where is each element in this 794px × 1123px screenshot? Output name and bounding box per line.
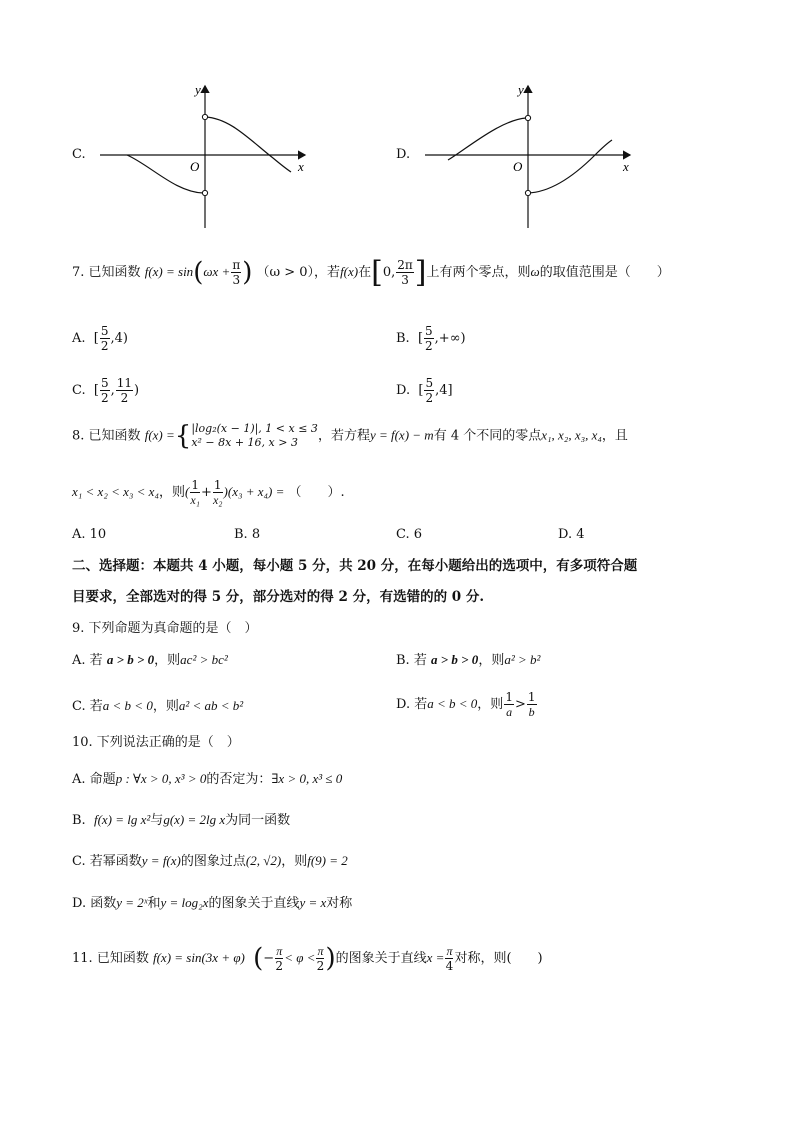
q10-option-a[interactable]: A. 命题p : ∀x > 0, x³ > 0的否定为：∃x > 0, x³ ≤ 0 xyxy=(72,771,343,787)
graph-d xyxy=(420,80,640,230)
q9-option-b[interactable]: B. 若 a > b > 0，则a² > b² xyxy=(396,652,541,668)
axis-y-label: y xyxy=(518,82,524,97)
open-point-top xyxy=(202,114,207,119)
q10-option-d[interactable]: D. 函数y = 2ˣ和y = log₂x的图象关于直线y = x对称 xyxy=(72,895,353,911)
q8-option-d[interactable]: D. 4 xyxy=(558,527,585,542)
option-c-label: C. xyxy=(72,147,86,162)
q7-option-d[interactable]: D. [ $\frac{5}{2}$ ,4] xyxy=(396,376,453,405)
curve-right xyxy=(205,117,291,172)
q10-stem: 10. 下列说法正确的是（ ） xyxy=(72,735,240,750)
q9-option-c[interactable]: C. 若a < b < 0，则a² < ab < b² xyxy=(72,698,244,714)
q9-option-d[interactable]: D. 若a < b < 0，则 $\frac{1}{a}$ > $\frac{1}{b}$ xyxy=(396,690,536,719)
q7-stem: 7. 已知函数 f(x) = sin(ωx + $\frac{\pi}{3}$ ) （ω > 0），若f(x)在[0, $\frac{2\pi}{3}$ ]上有两个零点，则ω的取值范围是（ ） xyxy=(72,254,670,290)
q10-option-c[interactable]: C. 若幂函数y = f(x)的图象过点(2, √2)，则f(9) = 2 xyxy=(72,853,348,869)
open-point-bottom xyxy=(525,190,530,195)
q7-option-b[interactable]: B. [ $\frac{5}{2}$ ,+∞) xyxy=(396,324,466,353)
origin-label: O xyxy=(513,159,523,174)
axis-x-label: x xyxy=(298,159,304,174)
q9-option-a[interactable]: A. 若 a > b > 0，则ac² > bc² xyxy=(72,652,228,668)
q9-stem: 9. 下列命题为真命题的是（ ） xyxy=(72,621,258,636)
open-point-bottom xyxy=(202,190,207,195)
section-2-heading-line2: 目要求，全部选对的得 5 分，部分选对的得 2 分，有选错的的 0 分. xyxy=(72,589,485,605)
axis-y-label: y xyxy=(195,82,201,97)
q8-stem-line1: 8. 已知函数 f(x) ={ |log₂(x − 1)|, 1 < x ≤ 3 x² − 8x + 16, x > 3 ，若方程y = f(x) − m有 4 个不同的零点x₁, x₂, x₃, x₄，且 xyxy=(72,421,628,451)
open-point-top xyxy=(525,115,530,120)
q8-stem-line2: x₁ < x₂ < x₃ < x₄，则( $\frac{1}{\text{x₁}}$ + $\frac{1}{\text{x₂}}$ )(x₃ + x₄) = （ ）. xyxy=(72,478,345,507)
q7-option-c[interactable]: C. [ $\frac{5}{2}$ , $\frac{11}{2}$ ) xyxy=(72,376,140,405)
origin-label: O xyxy=(190,159,200,174)
q8-option-a[interactable]: A. 10 xyxy=(72,527,107,542)
curve-right xyxy=(528,140,612,193)
curve-left xyxy=(448,118,526,160)
q7-option-a[interactable]: A. [ $\frac{5}{2}$ ,4) xyxy=(72,324,128,353)
q10-option-b[interactable]: B. f(x) = lg x²与g(x) = 2lg x为同一函数 xyxy=(72,812,291,828)
q8-option-c[interactable]: C. 6 xyxy=(396,527,423,542)
section-2-heading-line1: 二、选择题：本题共 4 小题，每小题 5 分，共 20 分，在每小题给出的选项中，有多项符合题 xyxy=(72,558,638,574)
option-d-label: D. xyxy=(396,147,411,162)
q8-option-b[interactable]: B. 8 xyxy=(234,527,261,542)
graph-c xyxy=(95,80,315,230)
q11-stem: 11. 已知函数 f(x) = sin(3x + φ) (− $\frac{\pi}{2}$ < φ < $\frac{\pi}{2}$ )的图象关于直线x = $\frac{\pi}{4}$ 对称，则( ) xyxy=(72,943,543,974)
axis-x-label: x xyxy=(623,159,629,174)
